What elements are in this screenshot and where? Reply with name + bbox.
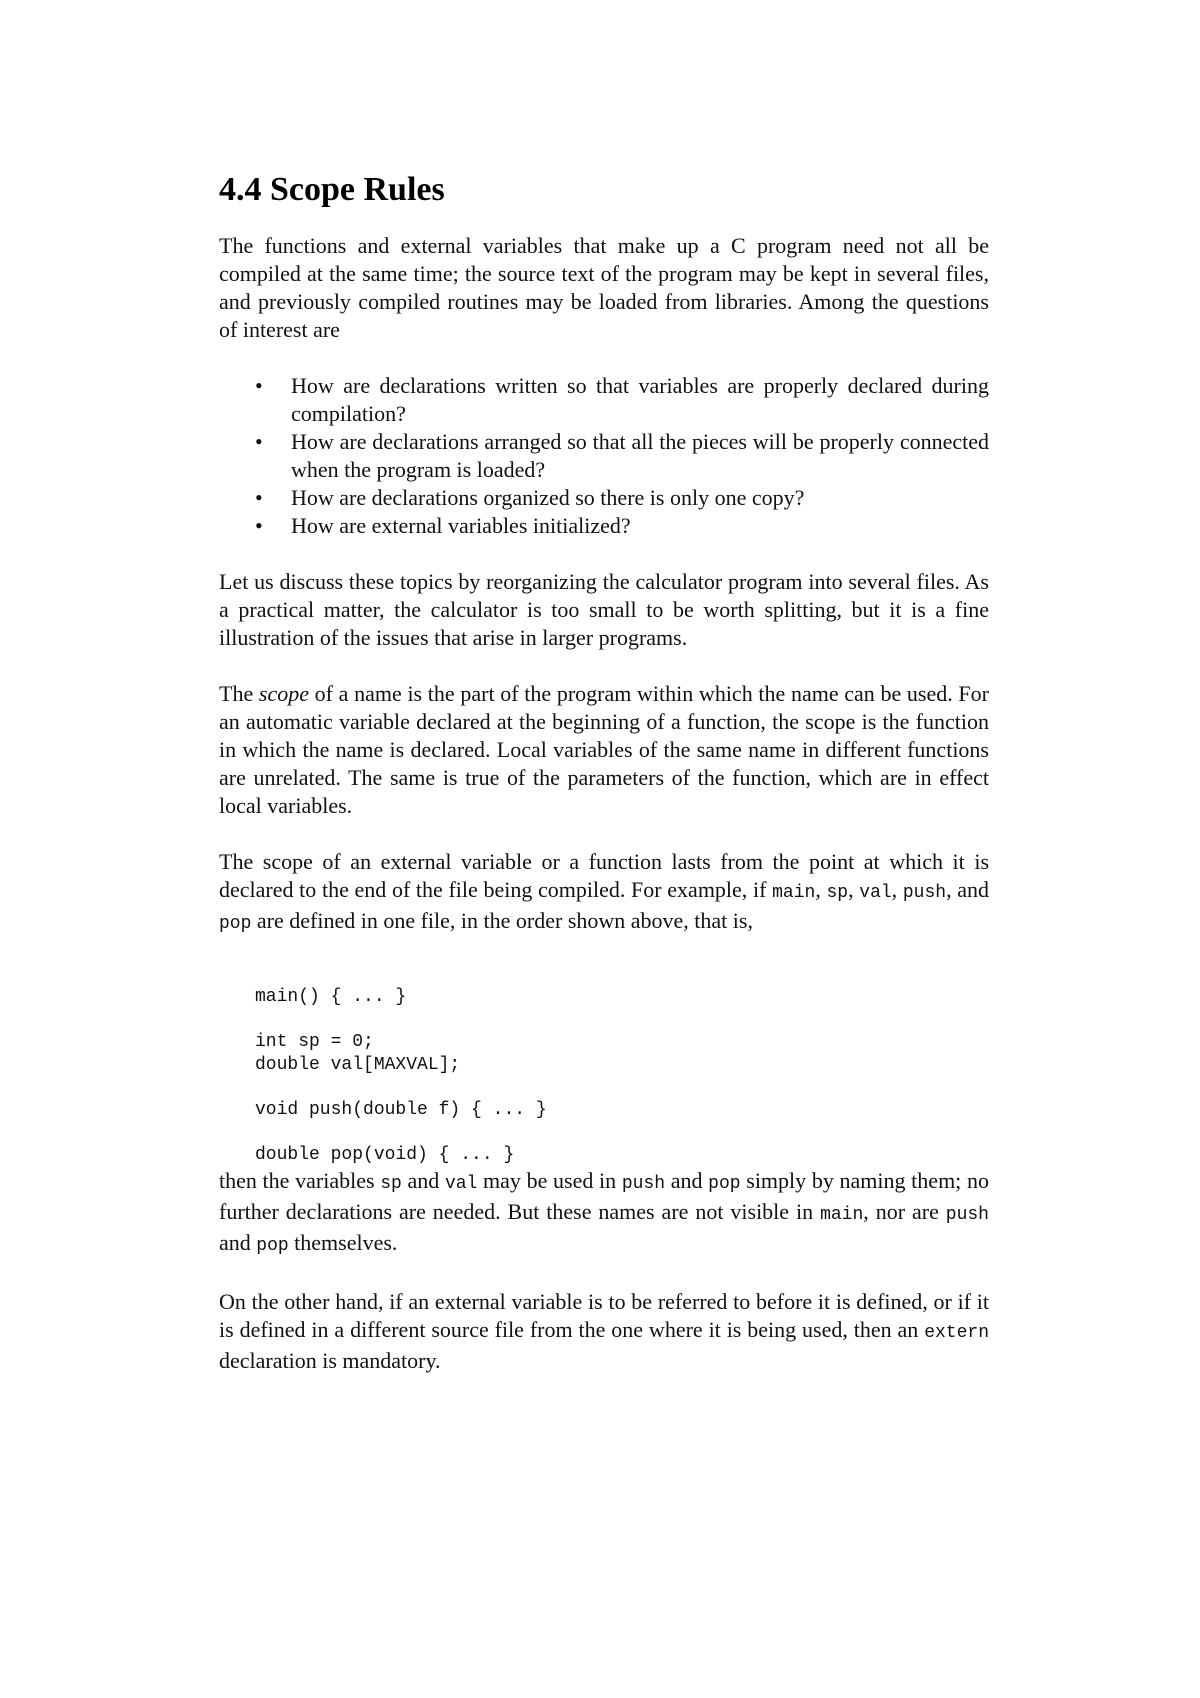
code-line: double pop(void) { ... } <box>255 1145 515 1165</box>
intro-paragraph: The functions and external variables that make up a C program need not all be compiled at the same time; the source text of the program may be kept in several files, and previously compiled routines may be loaded from libraries. Among the questions of interest are <box>219 233 989 342</box>
scope-emphasis: scope <box>258 681 309 706</box>
code-line: main() { ... } <box>255 987 407 1007</box>
section-title: 4.4 Scope Rules <box>219 171 445 208</box>
questions-list <box>219 372 989 540</box>
code-example <box>255 986 989 1167</box>
code-line: double val[MAXVAL]; <box>255 1055 461 1075</box>
extern-paragraph: On the other hand, if an external variable is to be referred to before it is defined, or if it is defined in a different source file from the one where it is being used, then an extern declaration is mandatory. <box>219 1289 989 1373</box>
list-item: • How are declarations written so that variables are properly declared during compilation? <box>255 373 989 426</box>
scope-paragraph: The scope of a name is the part of the program within which the name can be used. For an automatic variable declared at the beginning of a function, the scope is the function in which the name is declared. Local variables of the same name in different functions are unrelated. The same is true of the parameters of the function, which are in effect local variables. <box>219 681 989 818</box>
bullet-icon: • <box>255 373 263 398</box>
code-line: void push(double f) { ... } <box>255 1100 547 1120</box>
list-item: • How are declarations arranged so that all the pieces will be properly connected when the program is loaded? <box>255 429 989 482</box>
document-page <box>219 170 989 1403</box>
then-paragraph: then the variables sp and val may be used in push and pop simply by naming them; no further declarations are needed. But these names are not visible in main, nor are push and pop themselves. <box>219 1168 989 1256</box>
code-line: int sp = 0; <box>255 1032 374 1052</box>
discuss-paragraph: Let us discuss these topics by reorganizing the calculator program into several files. As a practical matter, the calculator is too small to be worth splitting, but it is a fine illustration of the issues that arise in larger programs. <box>219 569 989 650</box>
bullet-icon: • <box>255 429 263 454</box>
list-item: • How are declarations organized so there is only one copy? <box>255 485 805 510</box>
list-item: • How are external variables initialized? <box>255 513 631 538</box>
bullet-icon: • <box>255 485 263 510</box>
bullet-icon: • <box>255 513 263 538</box>
external-scope-paragraph: The scope of an external variable or a function lasts from the point at which it is declared to the end of the file being compiled. For example, if main, sp, val, push, and pop are defined in one file, in the order shown above, that is, <box>219 849 989 934</box>
